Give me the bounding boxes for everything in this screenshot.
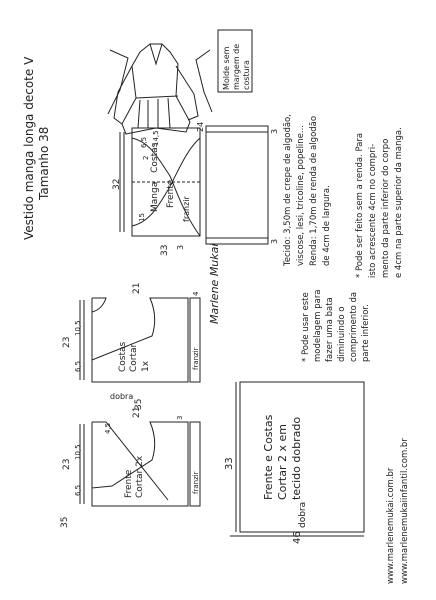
note-line: viscose, lesi, tricoline, popeline... [296,124,306,266]
measure: 6,5 [74,360,82,372]
back-bodice-labels [118,342,152,372]
skirt-width-33 [224,457,237,470]
length-note [300,289,372,362]
note-line: isto acrescente 4cm no compri- [368,143,378,278]
front-measure-3 [176,416,185,420]
measure: 3 [270,128,279,134]
note-line: Molde sem [222,46,231,90]
dress-illustration [108,44,212,134]
sleeve-labels [150,143,161,212]
note-line: * Pode usar este [301,292,311,362]
note-line: Renda: 1,70m de renda de algodão [309,115,319,266]
measure: 21 [132,406,142,418]
measure: 4 [192,291,200,296]
piece-name: Costas [118,341,128,372]
note-line: fazer uma bata [325,297,335,362]
front-measure-21 [132,407,143,418]
skirt-height-46 [292,531,305,544]
skirt-labels [262,415,303,500]
front-measure-6-5 [74,485,83,496]
measure: 46 [292,531,303,544]
measure: 23 [62,336,72,348]
gather-text: franzir [192,471,200,494]
fold-text: dobra [110,392,134,401]
front-bodice-labels [124,456,147,498]
piece-name: Frente e Costas [262,414,275,500]
note-line: diminuindo o [337,306,347,362]
sleeve-measure-33 [160,245,171,256]
measure: 33 [224,457,235,470]
pattern-title [22,57,52,240]
front-gather-label [192,471,201,494]
measure: 35 [60,516,70,528]
seam-allowance-note [222,44,252,90]
back-measure-23 [62,337,73,348]
measure: 4,5 [104,422,112,434]
back-measure-6-5 [74,361,83,372]
sleeve-back-label: Costas [150,142,160,173]
gather-text: franzir [182,196,191,222]
title-line-2: Tamanho 38 [37,126,51,200]
note-line: parte inferior. [361,304,371,362]
sleeve-measure-32 [112,179,123,190]
measure: 24 [196,121,205,132]
website-url: www.marlenemukai.com.br [386,467,396,584]
measure: 35 [134,398,144,410]
sleeve-measure-15 [138,213,147,222]
cut-instruction: Cortar [129,343,140,372]
note-line: de 4cm de largura. [322,185,332,266]
fabric-instruction: tecido dobrado [289,416,303,500]
measure: 14,5 [152,130,160,146]
measure: 3 [176,244,185,250]
designer-signature [208,244,222,324]
sleeve-measure-3b [270,239,280,244]
sleeve-front-text: Frente [166,179,176,208]
website-url: www.marlenemukaiinfantil.com.br [400,438,410,584]
signature-text: Marlene Mukai [208,243,221,324]
measure: 32 [112,178,122,190]
sleeve-measure-2 [142,156,151,160]
measure: 21 [132,282,142,294]
back-fold-label [110,392,133,402]
cut-count: 1x [140,360,151,372]
lace-note [354,127,406,278]
cut-instruction: Cortar 2x [135,455,146,498]
fold-text: dobra [298,501,308,528]
skirt-fold-label [298,502,309,528]
back-gather-label [192,347,201,370]
note-line: costura [242,60,251,90]
sleeve-measure-3 [270,129,280,134]
note-line: * Pode ser feito sem a renda. Para [355,132,365,278]
website-urls [384,438,412,584]
cut-instruction: Cortar 2 x em [275,424,289,500]
measure: 3 [176,415,184,420]
note-line: mento da parte inferior do corpo [381,138,391,278]
measure: 23 [62,458,72,470]
measure: 6,5 [74,484,82,496]
sleeve-measure-6-5 [140,137,149,148]
measure: 33 [160,244,170,256]
sleeve-measure-14-5 [152,130,161,146]
sleeve-measure-24 [196,122,206,132]
measure: 6,5 [140,136,148,148]
front-measure-23 [62,459,73,470]
note-line: Tecido: 3,50m de crepe de algodão, [283,114,293,266]
sleeve-measure-3c [176,245,186,250]
front-measure-10-5 [74,444,83,460]
fabric-note [282,114,334,266]
back-measure-4 [192,292,201,296]
title-line-1: Vestido manga longa decote V [22,56,36,240]
piece-name: Frente [124,469,134,498]
measure: 10,5 [74,320,82,336]
gather-text: franzir [192,347,200,370]
note-line: modelagem para [313,289,323,362]
front-measure-35 [60,517,71,528]
note-line: comprimento da [349,291,359,362]
front-measure-4-5 [104,423,113,434]
sleeve-label: Manga [150,181,160,212]
sleeve-front-label [166,180,177,208]
back-measure-10-5 [74,320,83,336]
measure: 15 [138,213,146,222]
measure: 3 [270,238,279,244]
back-measure-21 [132,283,143,294]
measure: 10,5 [74,444,82,460]
note-line: margem de [232,43,241,90]
sleeve-gather-label [182,196,192,222]
note-line: e 4cm na parte superior da manga. [394,127,404,278]
measure: 2 [142,155,150,160]
